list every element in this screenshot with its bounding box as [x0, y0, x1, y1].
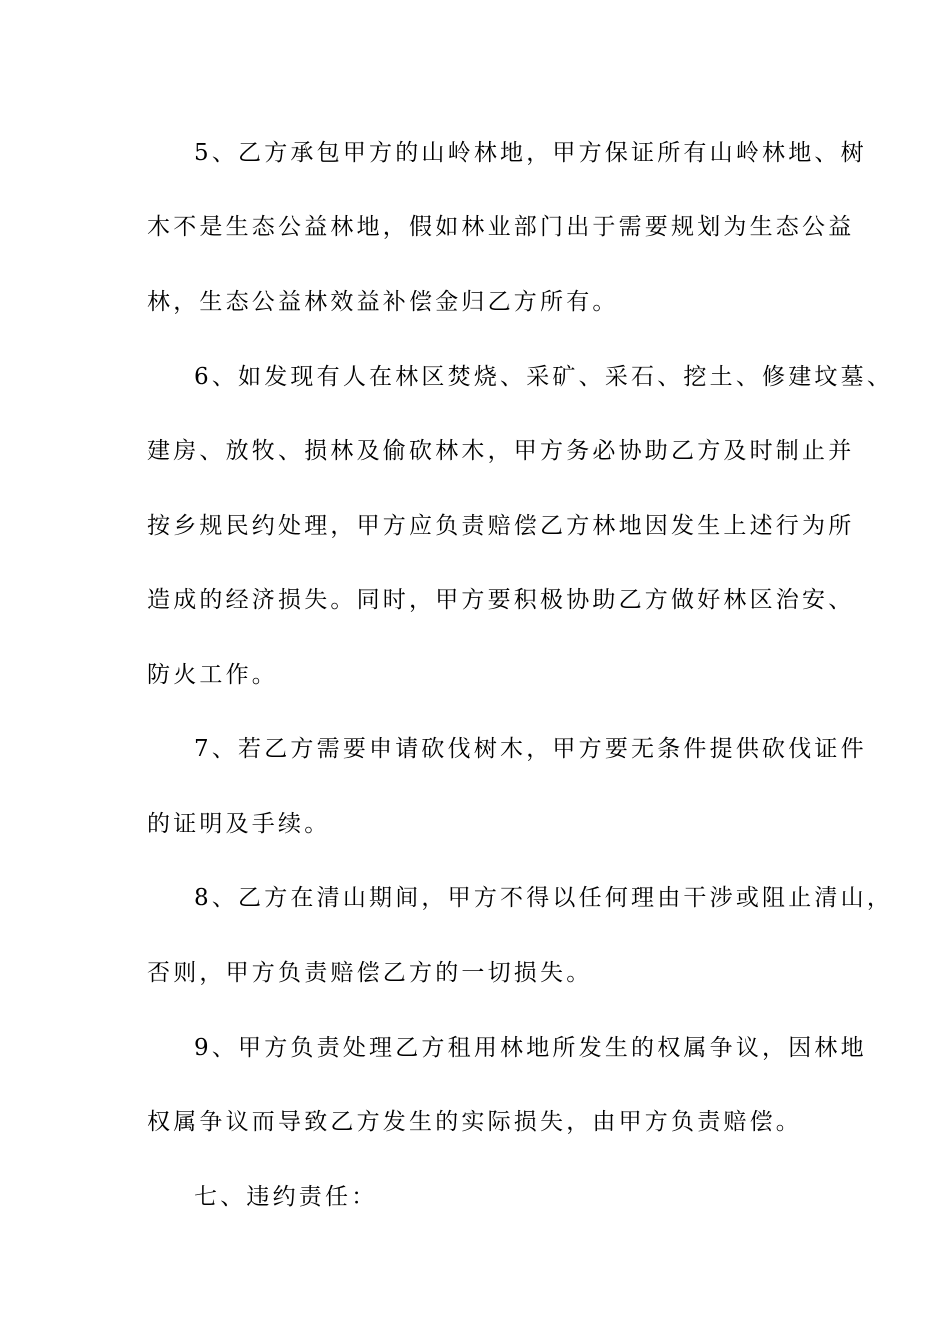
clause-6-line-5: 防火工作。	[147, 662, 278, 688]
clause-5-line-2: 木不是生态公益林地，假如林业部门出于需要规划为生态公益	[147, 214, 855, 240]
clause-9-line-1: 9、甲方负责处理乙方租用林地所发生的权属争议，因林地	[194, 1035, 867, 1061]
clause-5-line-1: 5、乙方承包甲方的山岭林地，甲方保证所有山岭林地、树	[194, 140, 867, 166]
clause-7-line-2: 的证明及手续。	[147, 811, 331, 837]
clause-6-line-3: 按乡规民约处理，甲方应负责赔偿乙方林地因发生上述行为所	[147, 513, 855, 539]
clause-6-line-4: 造成的经济损失。同时，甲方要积极协助乙方做好林区治安、	[147, 587, 855, 613]
clause-9-line-2: 权属争议而导致乙方发生的实际损失，由甲方负责赔偿。	[147, 1109, 802, 1135]
section-heading-breach-liability: 七、违约责任：	[194, 1184, 378, 1210]
clause-8-line-1: 8、乙方在清山期间，甲方不得以任何理由干涉或阻止清山，	[194, 885, 894, 911]
clause-5-line-3: 林，生态公益林效益补偿金归乙方所有。	[147, 289, 619, 315]
clause-8-line-2: 否则，甲方负责赔偿乙方的一切损失。	[147, 960, 593, 986]
clause-6-line-1: 6、如发现有人在林区焚烧、采矿、采石、挖土、修建坟墓、	[194, 364, 894, 390]
clause-7-line-1: 7、若乙方需要申请砍伐树木，甲方要无条件提供砍伐证件	[194, 736, 867, 762]
clause-6-line-2: 建房、放牧、损林及偷砍林木，甲方务必协助乙方及时制止并	[147, 438, 855, 464]
